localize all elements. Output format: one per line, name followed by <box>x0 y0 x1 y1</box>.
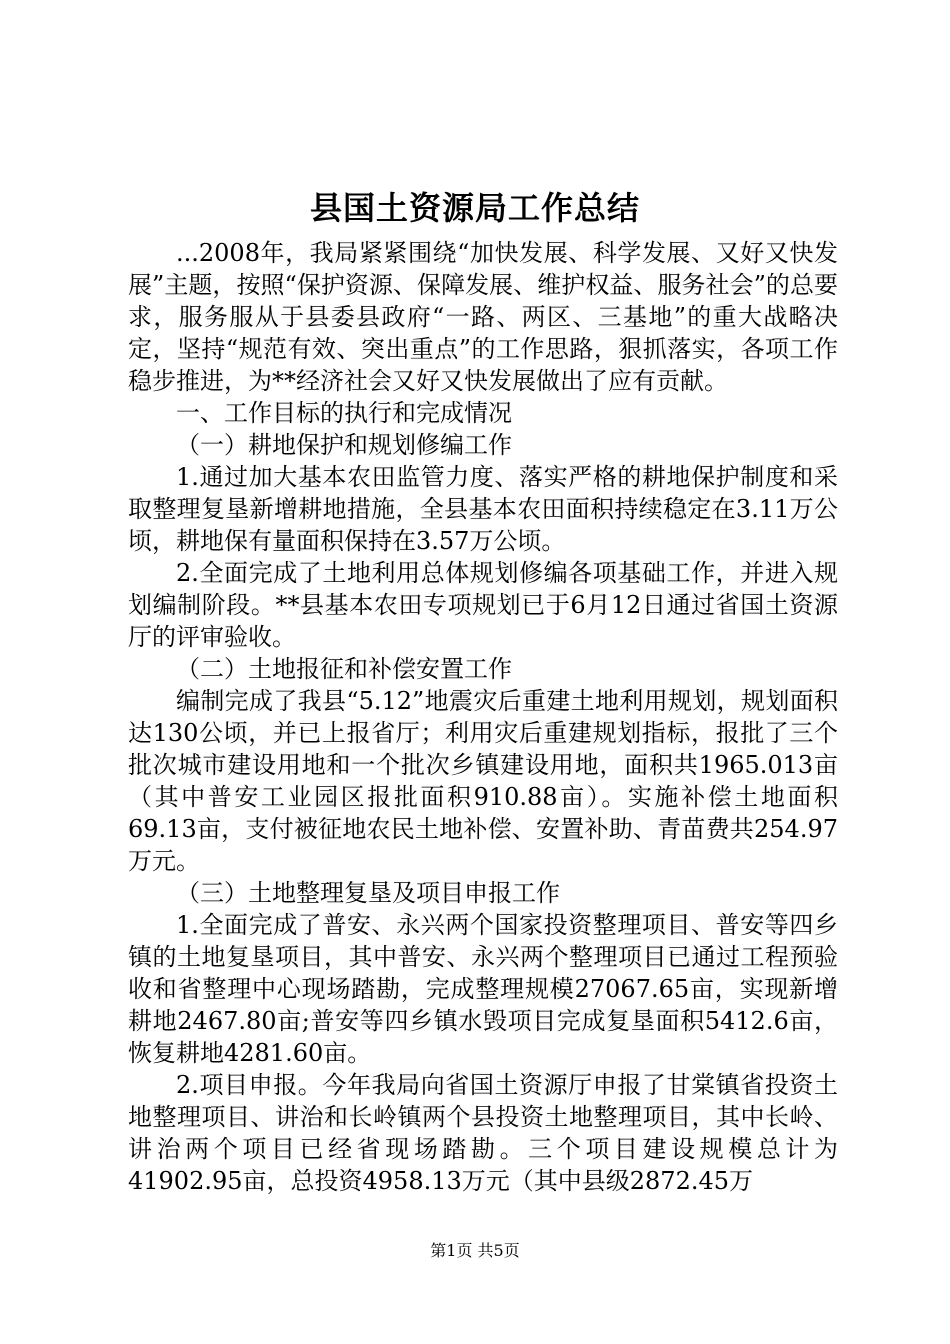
paragraph: 2.全面完成了土地利用总体规划修编各项基础工作，并进入规划编制阶段。**县基本农田专项规划已于6月12日通过省国土资源厅的评审验收。 <box>128 559 838 651</box>
paragraph: 编制完成了我县“5.12”地震灾后重建土地利用规划，规划面积达130公顷，并已上报省厅；利用灾后重建规划指标，报批了三个批次城市建设用地和一个批次乡镇建设用地，面积共1965.013亩（其中普安工业园区报批面积910.88亩）。实施补偿土地面积69.13亩，支付被征地农民土地补偿、安置补助、青苗费共254.97万元。 <box>128 687 838 875</box>
paragraph: 1.通过加大基本农田监管力度、落实严格的耕地保护制度和采取整理复垦新增耕地措施，全县基本农田面积持续稳定在3.11万公顷，耕地保有量面积保持在3.57万公顷。 <box>128 463 838 555</box>
section-heading: 一、工作目标的执行和完成情况 <box>176 399 512 427</box>
paragraph: 2.项目申报。今年我局向省国土资源厅申报了甘棠镇省投资土地整理项目、讲治和长岭镇两个县投资土地整理项目，其中长岭、讲治两个项目已经省现场踏勘。三个项目建设规模总计为41902.95亩，总投资4958.13万元（其中县级2872.45万 <box>128 1071 838 1195</box>
paragraph: 1.全面完成了普安、永兴两个国家投资整理项目、普安等四乡镇的土地复垦项目，其中普安、永兴两个整理项目已通过工程预验收和省整理中心现场踏勘，完成整理规模27067.65亩，实现新增耕地2467.80亩;普安等四乡镇水毁项目完成复垦面积5412.6亩，恢复耕地4281.60亩。 <box>128 911 838 1067</box>
page-footer: 第1页 共5页 <box>430 1241 520 1260</box>
subsection-heading: （一）耕地保护和规划修编工作 <box>176 431 512 459</box>
document-body <box>128 237 838 1197</box>
paragraph-intro: ...2008年，我局紧紧围绕“加快发展、科学发展、又好又快发展”主题，按照“保护资源、保障发展、维护权益、服务社会”的总要求，服务服从于县委县政府“一路、两区、三基地”的重大战略决定，坚持“规范有效、突出重点”的工作思路，狠抓落实，各项工作稳步推进，为**经济社会又好又快发展做出了应有贡献。 <box>128 239 838 395</box>
document-title: 县国土资源局工作总结 <box>309 189 640 227</box>
subsection-heading: （三）土地整理复垦及项目申报工作 <box>176 879 560 907</box>
subsection-heading: （二）土地报征和补偿安置工作 <box>176 655 512 683</box>
